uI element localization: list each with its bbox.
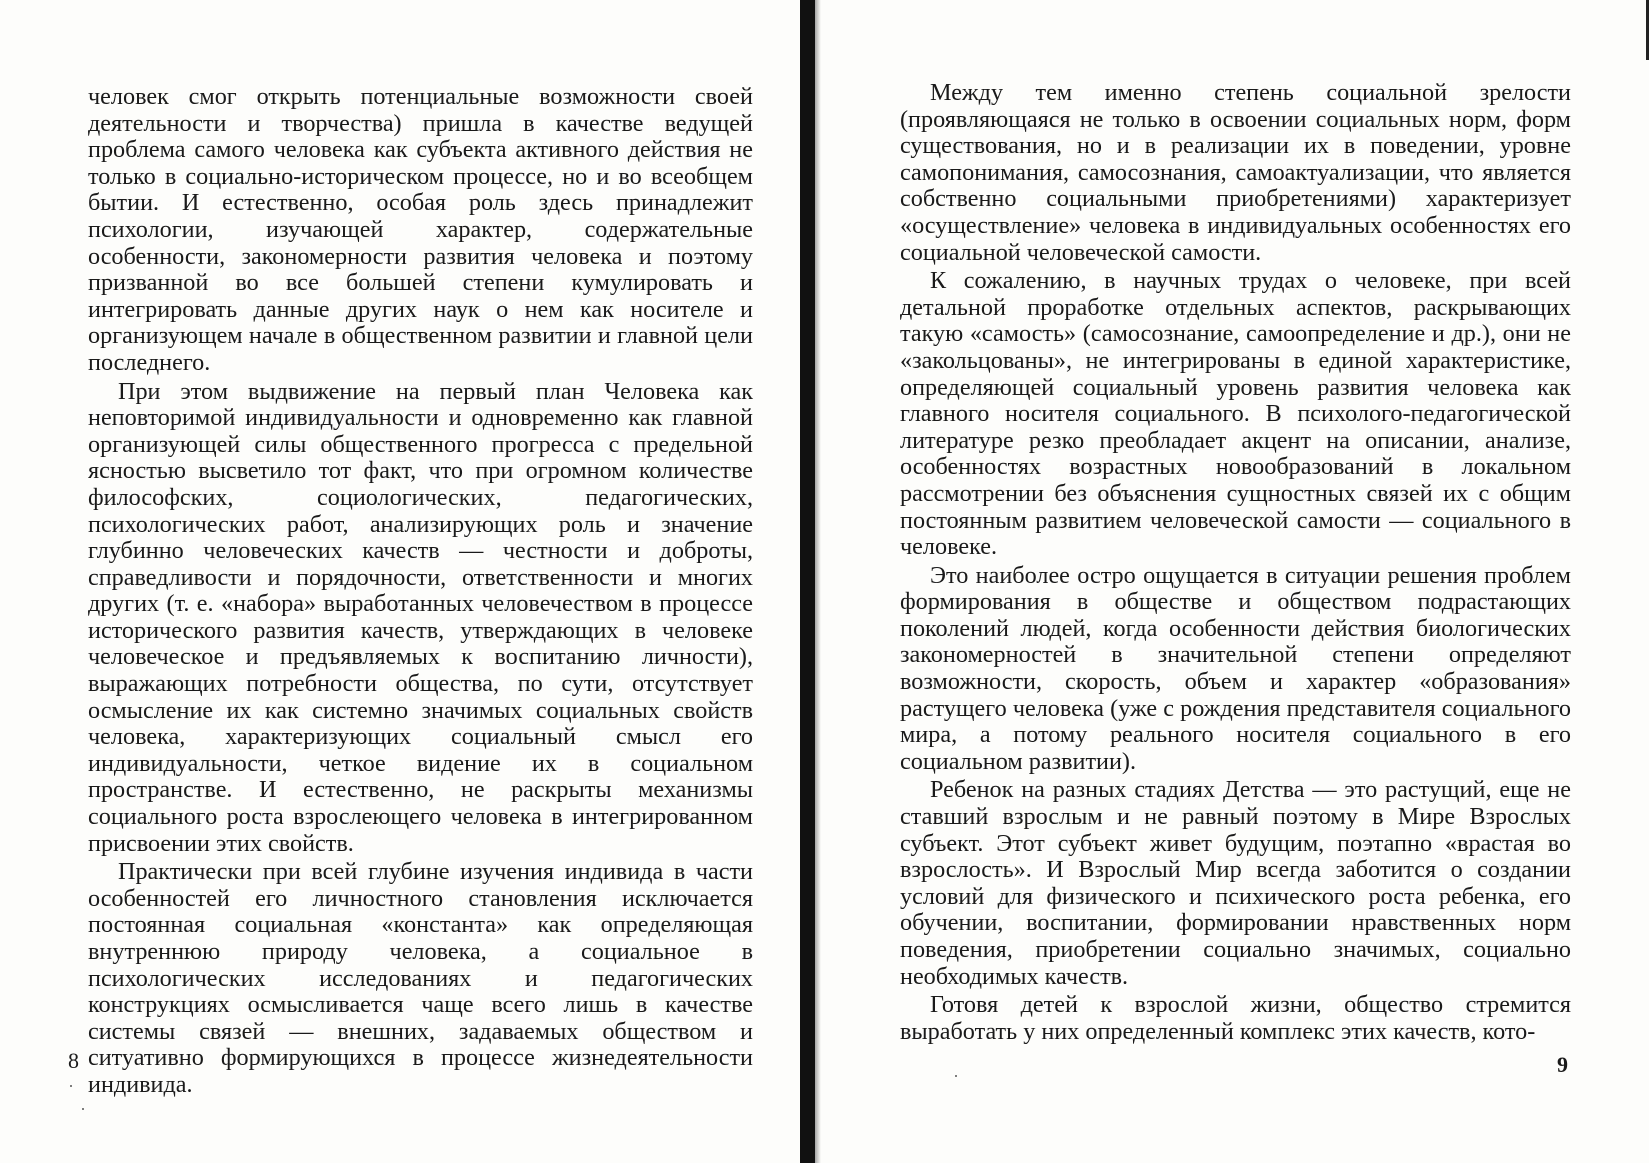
left-paragraph-2: При этом выдвижение на первый план Человека как неповторимой индивидуальности и одновременно как главной организующей силы общественного прогресса с предельной ясностью высветило тот факт, что при огромном количестве философских, социологических, педагогических, психологических работ, анализирующих роль и значение глубинно человеческих качеств — честности и доброты, справедливости и порядочности, ответственности и многих других (т. е. «набора» выработанных человечеством в процессе исторического развития качеств, утверждающих в человеке человеческое и предъявляемых к воспитанию личности), выражающих потребности общества, по сути, отсутствует осмысление их как системно значимых социальных свойств человека, характеризующих социальный смысл его индивидуальности, четкое видение их в социальном пространстве. И естественно, не раскрыты механизмы социального роста взрослеющего человека в интегрированном присвоении этих свойств. [88,377,753,857]
scan-speck [82,1108,84,1110]
left-page-text [88,84,753,1099]
right-paragraph-3: Это наиболее остро ощущается в ситуации решения проблем формирования в обществе и обществом подрастающих поколений людей, когда особенности действия биологических закономерностей в значительной степени определяют возможности, скорость, объем и характер «образования» растущего человека (уже с рождения представителя социального мира, а потому реального носителя социального в его социальном развитии). [900,561,1571,775]
left-paragraph-1: человек смог открыть потенциальные возможности своей деятельности и творчества) пришла в качестве ведущей проблема самого человека как субъекта активного действия не только в социально-историческом процессе, но и во всеобщем бытии. И естественно, особая роль здесь принадлежит психологии, изучающей характер, содержательные особенности, закономерности развития человека и поэтому призванной во все большей степени кумулировать и интегрировать данные других наук о нем как носителе и организующем начале в общественном развитии и главной цели последнего. [88,83,753,376]
scan-speck [955,1075,957,1077]
scan-speck [70,1085,72,1087]
left-page [0,0,800,1163]
right-paragraph-4: Ребенок на разных стадиях Детства — это растущий, еще не ставший взрослым и не равный поэтому в Мире Взрослых субъект. Этот субъект живет будущим, поэтапно «врастая во взрослость». И Взрослый Мир всегда заботится о создании условий для физического и психического роста ребенка, его обучении, воспитании, формировании нравственных норм поведения, приобретении социально значимых, социально необходимых качеств. [900,776,1571,990]
book-gutter [800,0,815,1163]
right-page-number: 9 [1557,1052,1568,1077]
right-paragraph-1: Между тем именно степень социальной зрелости (проявляющаяся не только в освоении социальных норм, форм существования, но и в реализации их в поведении, уровне самопонимания, самосознания, самоактуализации, что является собственно социальными приобретениями) характеризует «осуществление» человека в индивидуальных особенностях его социальной человеческой самости. [900,79,1571,266]
right-paragraph-2: К сожалению, в научных трудах о человеке, при всей детальной проработке отдельных аспектов, раскрывающих такую «самость» (самосознание, самоопределение и др.), они не «закольцованы», не интегрированы в единой характеристике, определяющей социальный уровень развития человека как главного носителя социального. В психолого-педагогической литературе резко преобладает акцент на описании, анализе, особенностях возрастных новообразований в локальном рассмотрении без объяснения сущностных связей их с общим постоянным развитием человеческой самости — социального в человеке. [900,267,1571,561]
right-paragraph-5: Готовя детей к взрослой жизни, общество стремится выработать у них определенный комплекс этих качеств, кото- [900,991,1571,1045]
left-page-number: 8 [68,1048,79,1073]
right-page-text [900,80,1571,1045]
right-page [815,0,1649,1163]
left-paragraph-3: Практически при всей глубине изучения индивида в части особенностей его личностного становления исключается постоянная социальная «константа» как определяющая внутреннюю природу человека, а социальное в психологических исследованиях и педагогических конструкциях осмысливается чаще всего лишь в качестве системы связей — внешних, задаваемых обществом и ситуативно формирующихся в процессе жизнедеятельности индивида. [88,858,753,1098]
